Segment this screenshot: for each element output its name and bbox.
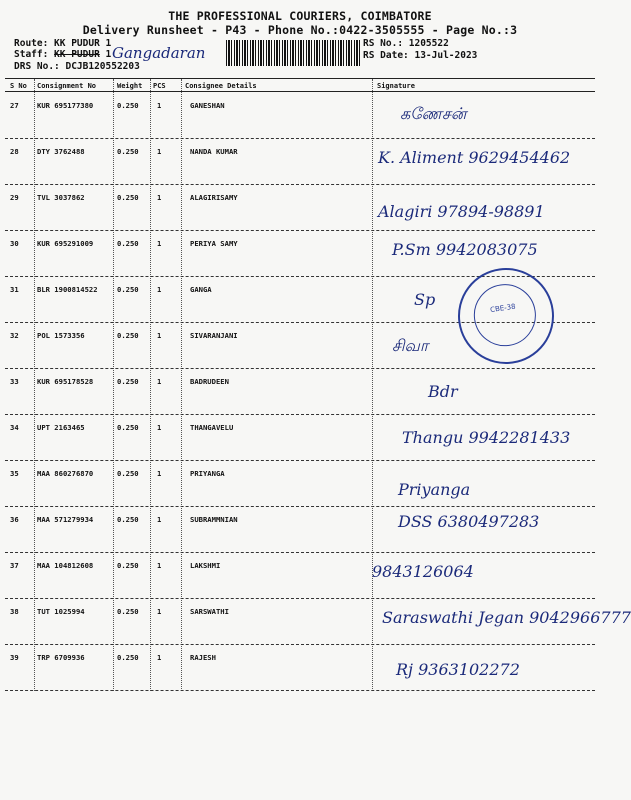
row-divider [5, 368, 595, 369]
column-divider [34, 79, 35, 691]
row-consignment-no: UPT 2163465 [37, 423, 85, 432]
row-sno: 27 [10, 101, 19, 110]
row-signature: Priyanga [398, 480, 471, 499]
delivery-stamp [452, 262, 560, 370]
row-consignment-no: DTY 3762488 [37, 147, 85, 156]
row-sno: 31 [10, 285, 19, 294]
row-signature: சிவா [392, 336, 429, 355]
row-signature: Sp [414, 290, 436, 309]
column-divider [113, 79, 114, 691]
row-weight: 0.250 [117, 147, 139, 156]
row-pcs: 1 [157, 147, 162, 156]
row-weight: 0.250 [117, 239, 139, 248]
column-header-sno: S No [10, 82, 27, 90]
row-weight: 0.250 [117, 285, 139, 294]
row-consignee: RAJESH [190, 653, 216, 662]
row-signature: P.Sm 9942083075 [392, 240, 538, 259]
row-sno: 28 [10, 147, 19, 156]
row-consignee: GANESHAN [190, 101, 225, 110]
row-divider [5, 230, 595, 231]
row-consignment-no: KUR 695291009 [37, 239, 94, 248]
row-signature: Saraswathi Jegan 9042966777 [382, 608, 631, 627]
row-weight: 0.250 [117, 377, 139, 386]
row-consignee: SIVARANJANI [190, 331, 238, 340]
row-signature: K. Aliment 9629454462 [378, 148, 571, 167]
row-consignee: GANGA [190, 285, 212, 294]
row-sno: 39 [10, 653, 19, 662]
row-weight: 0.250 [117, 515, 139, 524]
row-pcs: 1 [157, 423, 162, 432]
row-pcs: 1 [157, 377, 162, 386]
row-weight: 0.250 [117, 561, 139, 570]
row-weight: 0.250 [117, 193, 139, 202]
column-header-consignment: Consignment No [37, 82, 97, 90]
row-sno: 35 [10, 469, 19, 478]
row-pcs: 1 [157, 285, 162, 294]
row-signature: 9843126064 [372, 562, 474, 581]
column-divider [372, 79, 373, 691]
row-divider [5, 690, 595, 691]
row-weight: 0.250 [117, 469, 139, 478]
row-weight: 0.250 [117, 423, 139, 432]
rs-date: RS Date: 13-Jul-2023 [363, 50, 478, 61]
row-weight: 0.250 [117, 331, 139, 340]
row-weight: 0.250 [117, 607, 139, 616]
staff-prefix: Staff: [14, 49, 55, 60]
row-divider [5, 414, 595, 415]
row-weight: 0.250 [117, 653, 139, 662]
row-pcs: 1 [157, 239, 162, 248]
row-divider [5, 184, 595, 185]
row-sno: 38 [10, 607, 19, 616]
row-signature: Alagiri 97894-98891 [378, 202, 545, 221]
row-divider [5, 460, 595, 461]
row-consignment-no: BLR 1900814522 [37, 285, 98, 294]
column-header-pcs: PCS [153, 82, 166, 90]
staff-struck: KK PUDUR [54, 49, 100, 60]
row-consignment-no: MAA 571279934 [37, 515, 94, 524]
row-signature: DSS 6380497283 [398, 512, 540, 531]
staff-label [14, 49, 111, 60]
row-consignment-no: TRP 6709936 [37, 653, 85, 662]
row-sno: 29 [10, 193, 19, 202]
row-consignee: PRIYANGA [190, 469, 225, 478]
row-consignment-no: TVL 3037862 [37, 193, 85, 202]
row-pcs: 1 [157, 515, 162, 524]
row-consignment-no: POL 1573356 [37, 331, 85, 340]
row-consignee: NANDA KUMAR [190, 147, 238, 156]
row-signature: Thangu 9942281433 [402, 428, 571, 447]
stamp-text: CBE-38 [489, 302, 517, 315]
row-pcs: 1 [157, 607, 162, 616]
staff-handwritten-name: Gangadaran [112, 44, 206, 62]
row-pcs: 1 [157, 193, 162, 202]
row-divider [5, 138, 595, 139]
barcode [226, 40, 360, 66]
column-header-signature: Signature [377, 82, 415, 90]
row-sno: 33 [10, 377, 19, 386]
row-sno: 30 [10, 239, 19, 248]
row-consignee: SARSWATHI [190, 607, 229, 616]
company-title: THE PROFESSIONAL COURIERS, COIMBATORE [168, 9, 432, 23]
row-consignee: THANGAVELU [190, 423, 234, 432]
row-consignment-no: KUR 695177380 [37, 101, 94, 110]
column-divider [150, 79, 151, 691]
row-divider [5, 598, 595, 599]
row-consignee: PERIYA SAMY [190, 239, 238, 248]
rs-number: RS No.: 1205522 [363, 38, 449, 49]
column-header-weight: Weight [117, 82, 143, 90]
row-pcs: 1 [157, 331, 162, 340]
row-divider [5, 506, 595, 507]
row-consignment-no: MAA 104812608 [37, 561, 94, 570]
row-consignee: ALAGIRISAMY [190, 193, 238, 202]
row-pcs: 1 [157, 561, 162, 570]
row-divider [5, 552, 595, 553]
row-sno: 36 [10, 515, 19, 524]
table-top-border [5, 78, 595, 79]
row-signature: கணேசன் [400, 104, 467, 123]
row-weight: 0.250 [117, 101, 139, 110]
row-consignee: BADRUDEEN [190, 377, 229, 386]
row-sno: 32 [10, 331, 19, 340]
row-pcs: 1 [157, 469, 162, 478]
staff-suffix: 1 [99, 49, 112, 60]
row-signature: Rj 9363102272 [396, 660, 520, 679]
row-consignment-no: KUR 695178528 [37, 377, 94, 386]
row-sno: 37 [10, 561, 19, 570]
row-pcs: 1 [157, 653, 162, 662]
drs-number: DRS No.: DCJB120552203 [14, 61, 140, 72]
runsheet-subtitle: Delivery Runsheet - P43 - Phone No.:0422-3505555 - Page No.:3 [82, 23, 518, 37]
row-sno: 34 [10, 423, 19, 432]
route-label: Route: KK PUDUR 1 [14, 38, 112, 49]
row-signature: Bdr [428, 382, 458, 401]
column-header-consignee: Consignee Details [185, 82, 257, 90]
column-divider [181, 79, 182, 691]
row-consignee: SUBRAMMNIAN [190, 515, 238, 524]
row-pcs: 1 [157, 101, 162, 110]
row-consignment-no: TUT 1025994 [37, 607, 85, 616]
row-consignee: LAKSHMI [190, 561, 221, 570]
row-divider [5, 644, 595, 645]
row-consignment-no: MAA 860276870 [37, 469, 94, 478]
header-bottom-border [5, 91, 595, 92]
